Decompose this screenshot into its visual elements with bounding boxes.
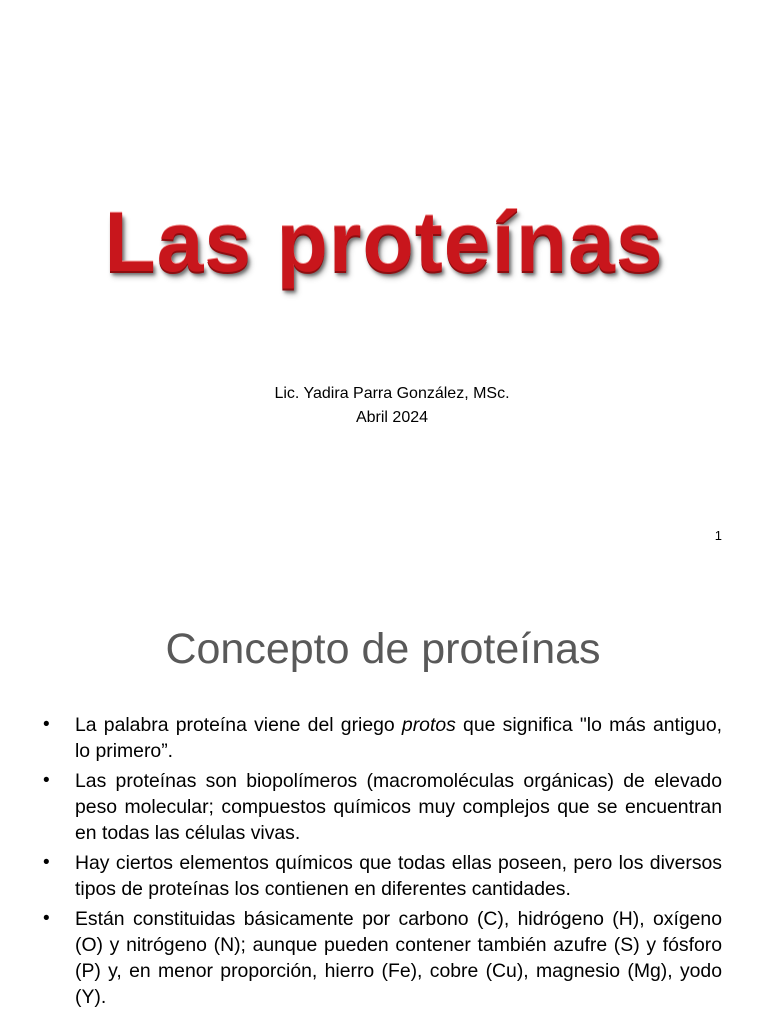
bullet-text: La palabra proteína viene del griego xyxy=(75,714,402,736)
concept-slide xyxy=(0,560,768,1024)
bullet-icon: • xyxy=(43,908,50,929)
section-title: Concepto de proteínas xyxy=(165,625,601,673)
bullet-text: Las proteínas son biopolímeros (macromoléculas orgánicas) de elevado peso molecular; compuestos químicos muy complejos que se encuentran en todas las células vivas. xyxy=(75,770,722,844)
date-line: Abril 2024 xyxy=(355,409,429,426)
bullet-text: que significa "lo más antiguo, lo primero”. xyxy=(75,714,722,762)
page-number: 1 xyxy=(714,528,722,543)
bullet-item xyxy=(40,850,722,902)
bullet-icon: • xyxy=(43,770,50,791)
bullet-text: Hay ciertos elementos químicos que todas ellas poseen, pero los diversos tipos de proteínas los contienen en diferentes cantidades. xyxy=(75,852,722,900)
bullet-item xyxy=(40,906,722,1010)
bullet-text: Están constituidas básicamente por carbono (C), hidrógeno (H), oxígeno (O) y nitrógeno (N); aunque pueden contener también azufre (S) y fósforo (P) y, en menor proporción, hierro (Fe), cobre (Cu), magnesio (Mg), yodo (Y). xyxy=(75,908,722,1008)
author-line: Lic. Yadira Parra González, MSc. xyxy=(274,385,510,402)
bullet-icon: • xyxy=(43,852,50,873)
bullet-item xyxy=(40,712,722,764)
bullet-item xyxy=(40,768,722,846)
bullet-emphasis: protos xyxy=(401,714,456,736)
bullet-icon: • xyxy=(43,714,50,735)
slide-title: Las proteínas xyxy=(104,195,664,289)
bullet-list xyxy=(40,712,722,1014)
